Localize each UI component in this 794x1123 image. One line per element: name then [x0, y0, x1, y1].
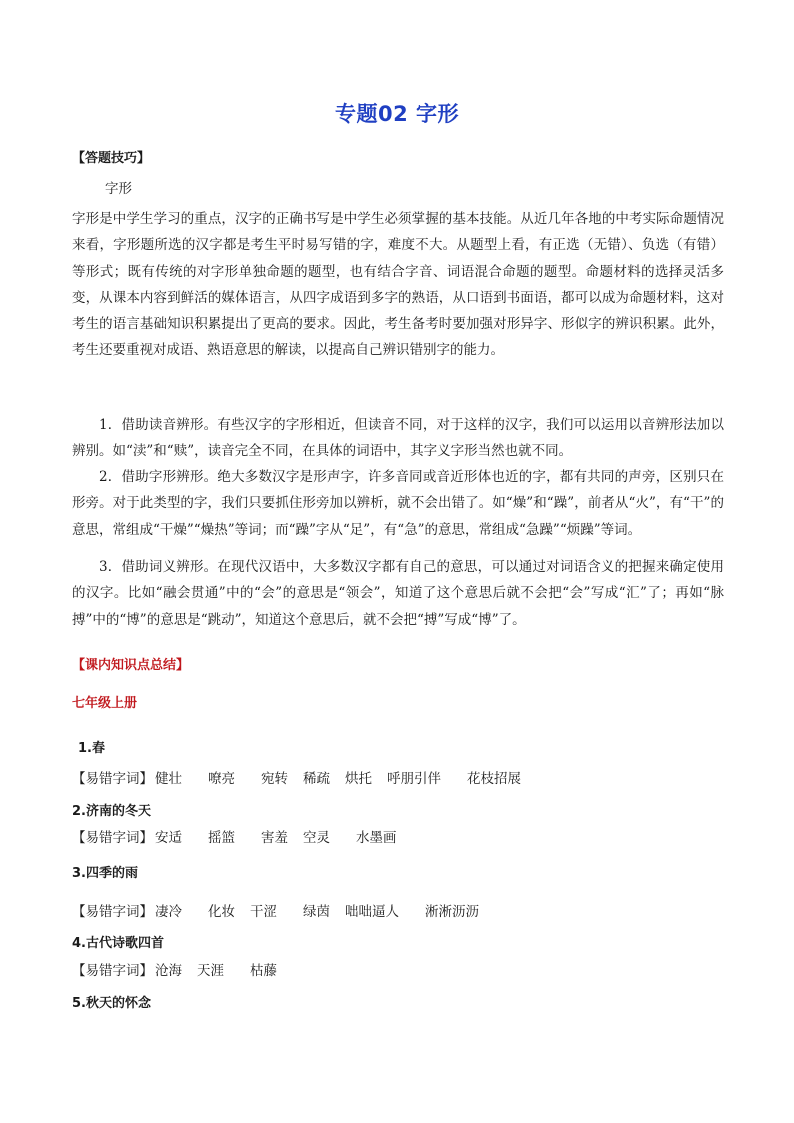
lesson-title: 5.秋天的怀念	[72, 996, 151, 1011]
vocab-word: 花枝招展	[467, 771, 521, 787]
vocab-word: 嘹亮	[208, 771, 235, 787]
vocab-word: 空灵	[303, 830, 330, 846]
vocab-word: 化妆	[208, 904, 235, 920]
vocab-row	[72, 767, 536, 787]
intro-paragraph: 字形是中学生学习的重点，汉字的正确书写是中学生必须掌握的基本技能。从近几年各地的中考实际命题情况来看，字形题所选的汉字都是考生平时易写错的字，难度不大。从题型上看，有正选（无错）、负选（有错）等形式；既有传统的对字形单独命题的题型，也有结合字音、词语混合命题的题型。命题材料的选择灵活多变，从课本内容到鲜活的媒体语言，从四字成语到多字的熟语，从口语到书面语，都可以成为命题材料，这对考生的语言基础知识积累提出了更高的要求。因此，考生备考时要加强对形异字、形似字的辨识积累。此外，考生还要重视对成语、熟语意思的解读，以提高自己辨识错别字的能力。	[72, 211, 724, 359]
section-heading-summary: 【课内知识点总结】	[72, 658, 190, 673]
vocab-word: 烘托	[345, 771, 372, 787]
lesson-title: 3.四季的雨	[72, 866, 138, 881]
skills-subheading: 字形	[105, 181, 132, 197]
section-heading-skills: 【答题技巧】	[72, 151, 151, 166]
vocab-word: 沧海	[155, 963, 182, 979]
vocab-word: 淅淅沥沥	[425, 904, 479, 920]
vocab-word: 凄冷	[155, 904, 182, 920]
lesson-title: 1.春	[78, 741, 105, 756]
method-paragraph-3: 3．借助词义辨形。在现代汉语中，大多数汉字都有自己的意思，可以通过对词语含义的把握来确定使用的汉字。比如“融会贯通”中的“会”的意思是“领会”，知道了这个意思后就不会把“会”写成“汇”了；再如“脉搏”中的“博”的意思是“跳动”，知道这个意思后，就不会把“搏”写成“博”了。	[72, 559, 724, 628]
vocab-word: 呼朋引伴	[387, 771, 441, 787]
method-paragraph-1: 1．借助读音辨形。有些汉字的字形相近，但读音不同，对于这样的汉字，我们可以运用以音辨形法加以辨别。如“渎”和“赎”，读音完全不同，在具体的词语中，其字义字形当然也就不同。	[72, 417, 724, 460]
vocab-label: 【易错字词】	[72, 904, 153, 920]
vocab-word: 枯藤	[250, 963, 277, 979]
grade-heading: 七年级上册	[72, 696, 138, 711]
vocab-word: 咄咄逼人	[345, 904, 399, 920]
vocab-row	[72, 900, 494, 920]
vocab-word: 宛转	[261, 771, 288, 787]
page-title: 专题02 字形	[334, 102, 460, 126]
vocab-word: 绿茵	[303, 904, 330, 920]
vocab-word: 稀疏	[303, 771, 330, 787]
vocab-word: 天涯	[197, 963, 224, 979]
lesson-title: 2.济南的冬天	[72, 804, 151, 819]
vocab-row	[72, 959, 292, 979]
method-paragraph-2: 2．借助字形辨形。绝大多数汉字是形声字，许多音同或音近形体也近的字，都有共同的声旁，区别只在形旁。对于此类型的字，我们只要抓住形旁加以辨析，就不会出错了。如“燥”和“躁”，前者从“火”，有“干”的意思，常组成“干燥”“燥热”等词；而“躁”字从“足”，有“急”的意思，常组成“急躁”“烦躁”等词。	[72, 469, 724, 538]
vocab-word: 干涩	[250, 904, 277, 920]
vocab-row	[72, 826, 412, 846]
vocab-word: 安适	[155, 830, 182, 846]
vocab-label: 【易错字词】	[72, 771, 153, 787]
vocab-word: 水墨画	[356, 830, 397, 846]
vocab-label: 【易错字词】	[72, 830, 153, 846]
vocab-word: 摇篮	[208, 830, 235, 846]
vocab-word: 健壮	[155, 771, 182, 787]
vocab-word: 害羞	[261, 830, 288, 846]
lesson-title: 4.古代诗歌四首	[72, 936, 164, 951]
vocab-label: 【易错字词】	[72, 963, 153, 979]
